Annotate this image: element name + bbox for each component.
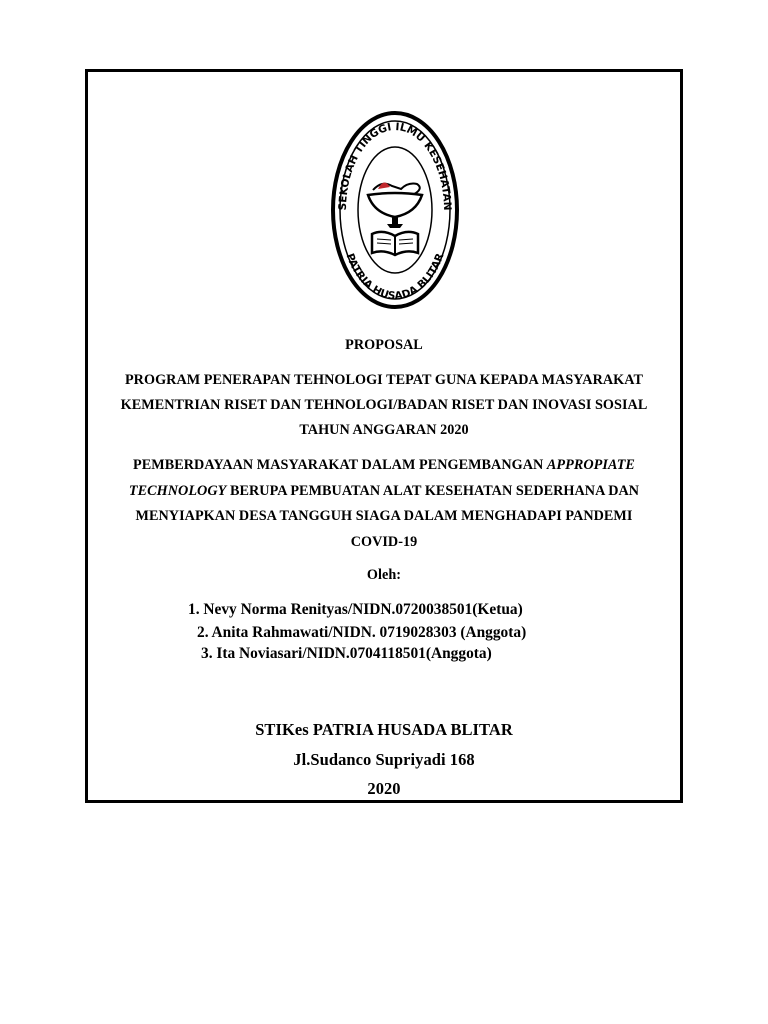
by-label: Oleh: bbox=[366, 567, 402, 583]
title-text: BERUPA PEMBUATAN ALAT KESEHATAN SEDERHANA DAN bbox=[226, 483, 640, 499]
author-3: 3. Ita Noviasari/NIDN.0704118501(Anggota) bbox=[201, 645, 492, 662]
institution-address: Jl.Sudanco Supriyadi 168 bbox=[293, 750, 475, 769]
book-icon bbox=[372, 232, 418, 255]
title-line-4: COVID-19 bbox=[350, 534, 418, 550]
logo-text-bottom: PATRIA HUSADA BLITAR bbox=[343, 251, 447, 303]
title-line-1 bbox=[85, 457, 683, 474]
document-heading: PROPOSAL bbox=[345, 337, 423, 353]
program-line-1: PROGRAM PENERAPAN TEHNOLOGI TEPAT GUNA KEPADA MASYARAKAT bbox=[124, 372, 644, 388]
program-line-2: KEMENTRIAN RISET DAN TEHNOLOGI/BADAN RISET DAN INOVASI SOSIAL bbox=[120, 397, 648, 413]
author-2: 2. Anita Rahmawati/NIDN. 0719028303 (Anggota) bbox=[197, 624, 527, 641]
logo-text-top: SEKOLAH TINGGI ILMU KESEHATAN bbox=[336, 120, 454, 211]
document-year: 2020 bbox=[367, 779, 401, 798]
title-line-3: MENYIAPKAN DESA TANGGUH SIAGA DALAM MENGHADAPI PANDEMI bbox=[135, 508, 633, 524]
program-line-3: TAHUN ANGGARAN 2020 bbox=[299, 422, 469, 438]
author-1: 1. Nevy Norma Renityas/NIDN.0720038501(Ketua) bbox=[188, 601, 523, 618]
title-italic-term: APPROPIATE bbox=[546, 457, 635, 473]
title-line-2 bbox=[85, 483, 683, 500]
institution-logo bbox=[330, 109, 460, 311]
title-text: PEMBERDAYAAN MASYARAKAT DALAM PENGEMBANGAN bbox=[133, 457, 547, 473]
institution-name: STIKes PATRIA HUSADA BLITAR bbox=[255, 720, 513, 739]
title-italic-term: TECHNOLOGY bbox=[128, 483, 227, 499]
